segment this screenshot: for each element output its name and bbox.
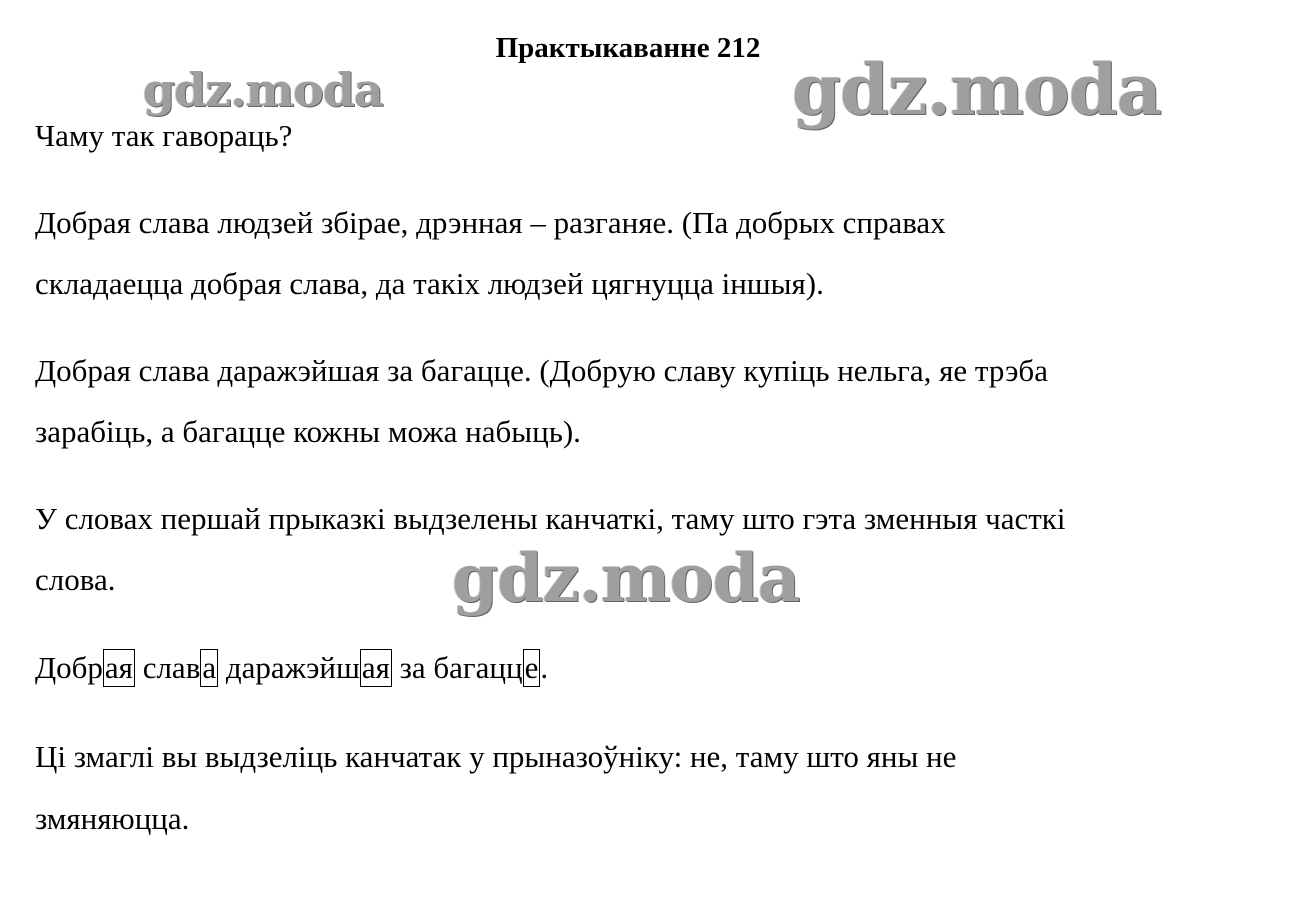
word-stem: слав — [142, 650, 201, 685]
word-ending-box: е — [524, 650, 539, 685]
paragraph-4-line-1: Ці змаглі вы выдзеліць канчатак у прыназоўніку: не, таму што яны не — [35, 739, 957, 774]
sentence-period: . — [540, 650, 549, 685]
paragraph-3-line-2: слова. — [35, 562, 116, 597]
paragraph-1-line-1: Добрая слава людзей збірае, дрэнная – разганяе. (Па добрых справах — [35, 205, 946, 240]
paragraph-3-line-1: У словах першай прыказкі выдзелены канчаткі, таму што гэта зменныя часткі — [35, 501, 1066, 536]
watermark-logo: gdz.moda — [143, 63, 383, 117]
page-title: Практыкаванне 212 — [495, 32, 761, 64]
word-stem: даражэйш — [225, 650, 360, 685]
word-stem: багацц — [433, 650, 523, 685]
paragraph-1-line-2: складаецца добрая слава, да такіх людзей цягнуцца іншыя). — [35, 266, 824, 301]
word-ending-box: ая — [361, 650, 390, 685]
watermark-logo: gdz.moda — [452, 539, 800, 617]
word-ending-box: ая — [104, 650, 133, 685]
paragraph-2-line-2: зарабіць, а багацце кожны можа набыць). — [35, 414, 581, 449]
word-stem: Добр — [35, 650, 103, 685]
marked-sentence — [35, 648, 548, 688]
paragraph-2-line-1: Добрая слава даражэйшая за багацце. (Добрую славу купіць нельга, яе трэба — [35, 353, 1048, 388]
paragraph-4-line-2: змяняюцца. — [35, 801, 190, 836]
watermark-logo: gdz.moda — [792, 48, 1162, 131]
preposition-word: за — [399, 650, 426, 685]
word-ending-box: а — [202, 650, 217, 685]
question-text: Чаму так гавораць? — [35, 118, 293, 153]
